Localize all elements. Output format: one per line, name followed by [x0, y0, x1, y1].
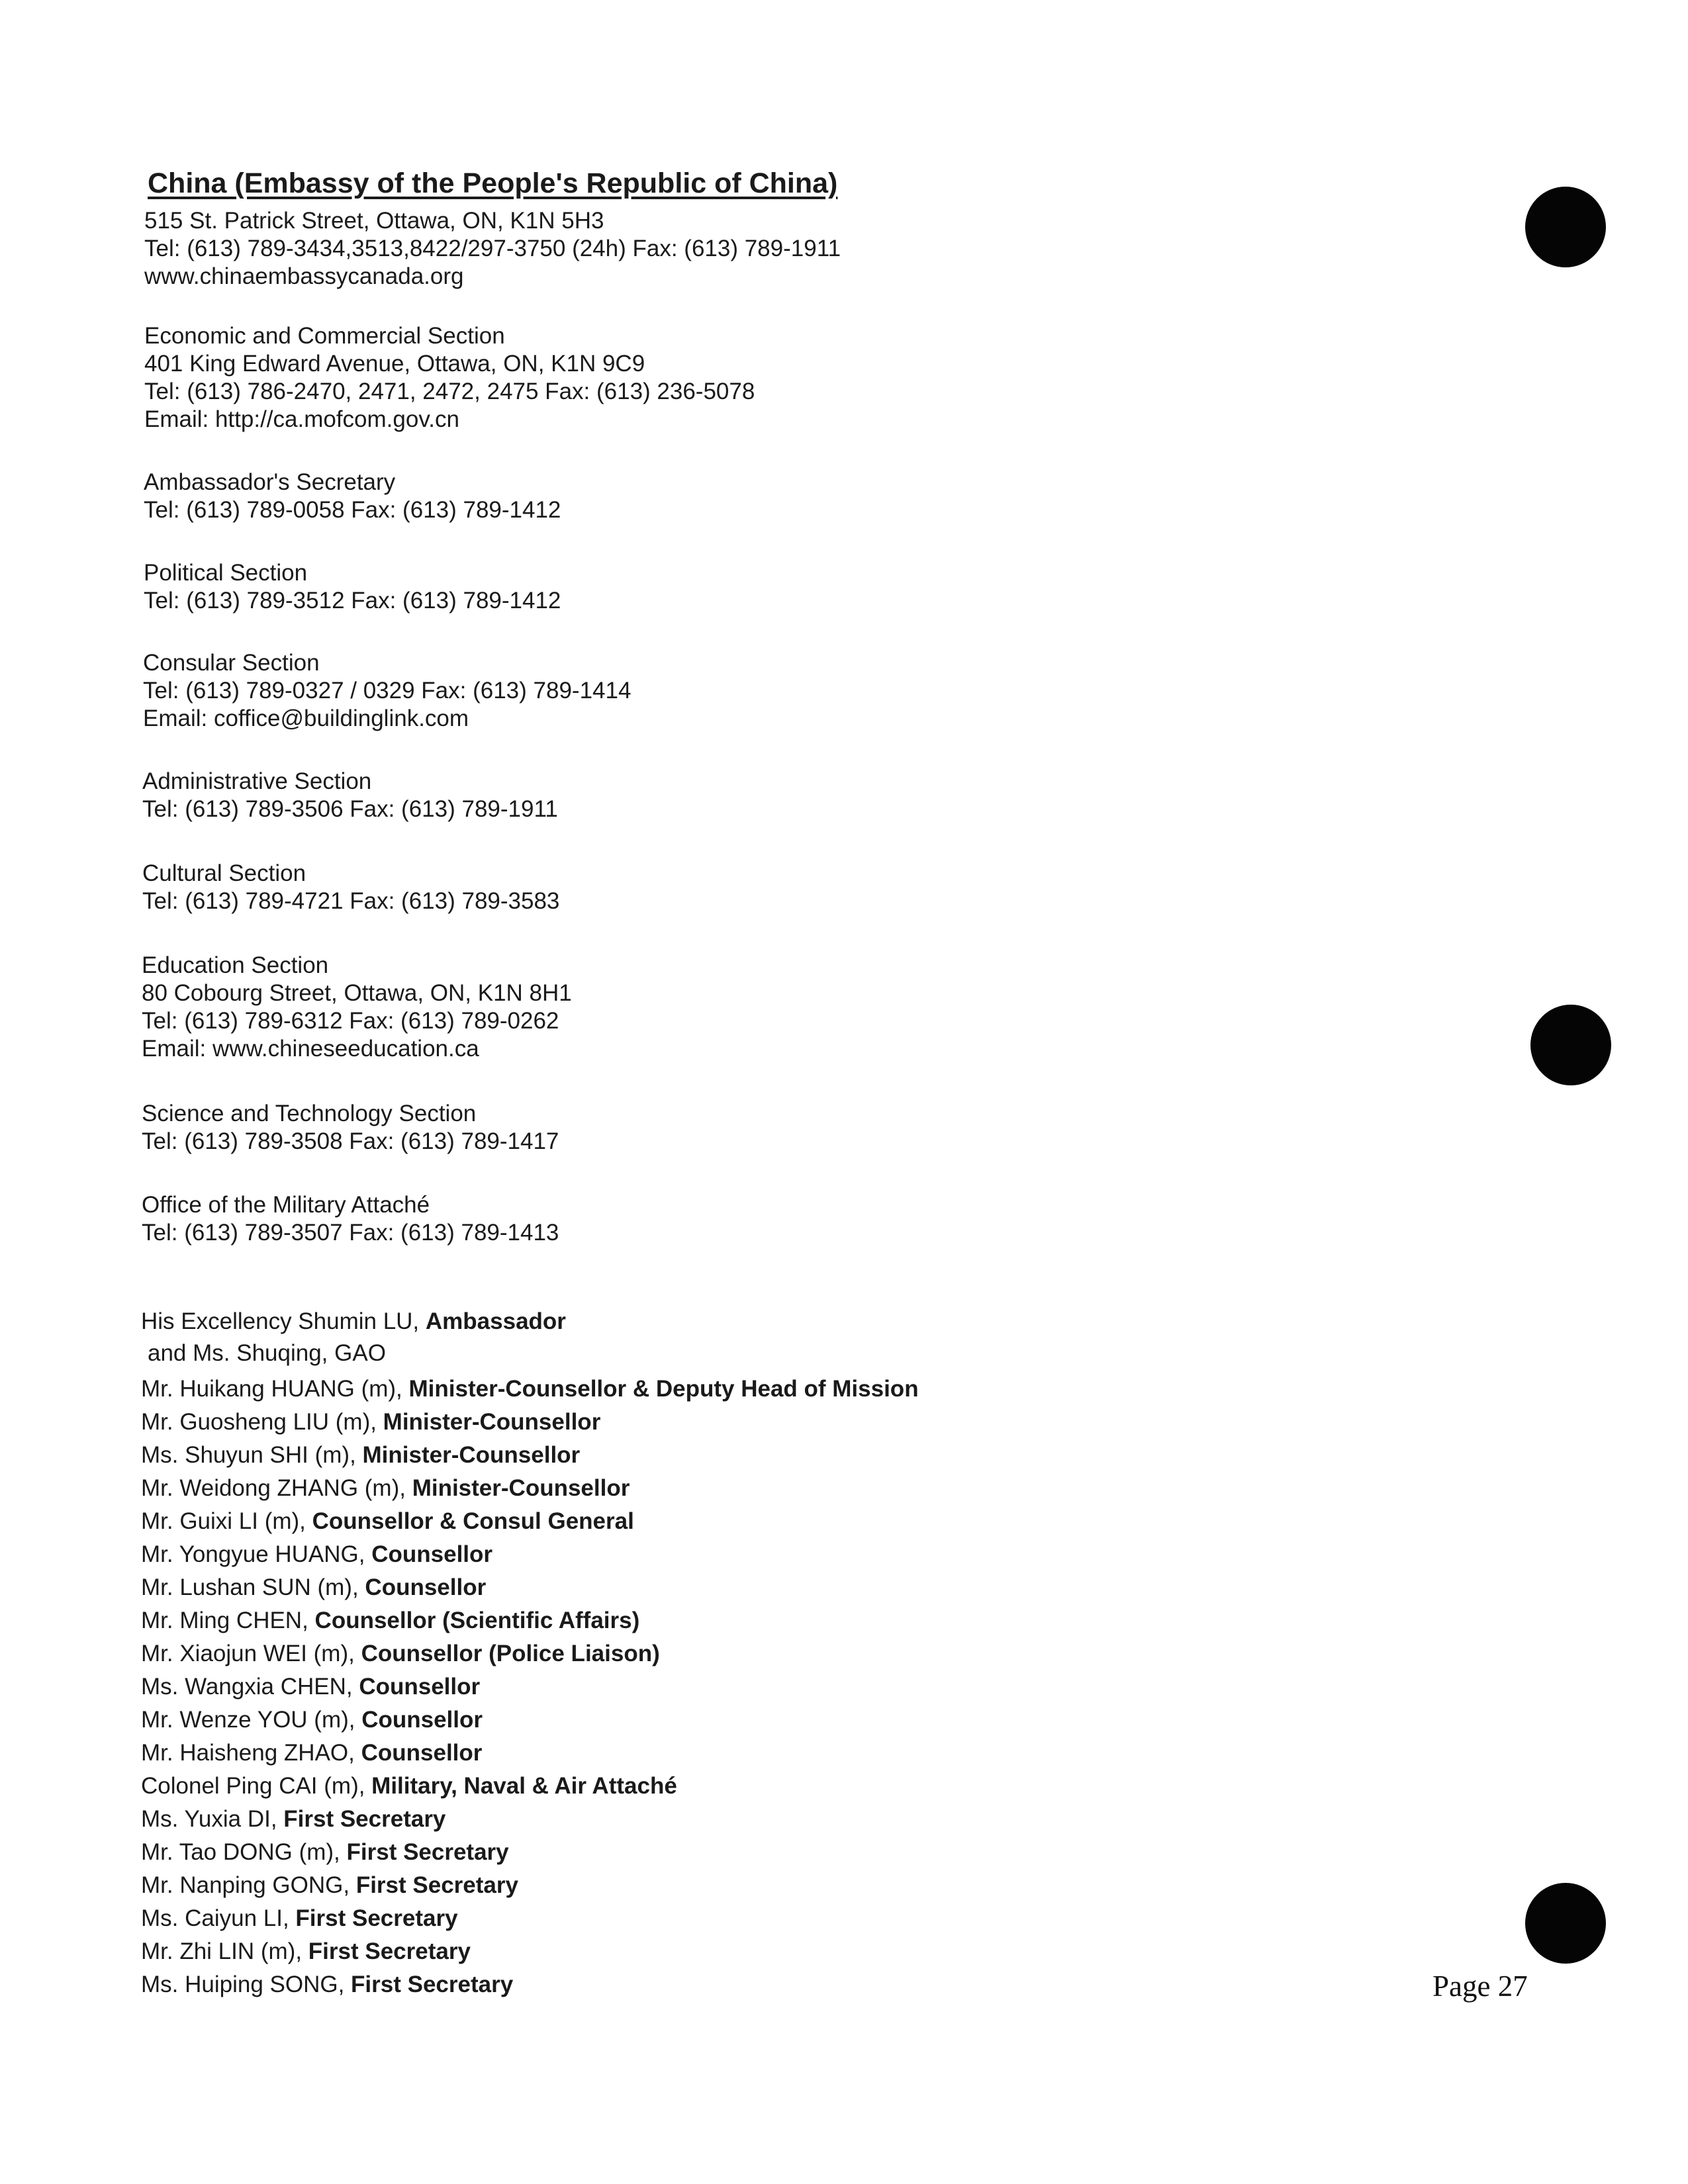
staff-name: Mr. Xiaojun WEI (m),	[141, 1641, 361, 1666]
punch-hole-top	[1525, 187, 1606, 267]
staff-title: First Secretary	[346, 1839, 509, 1865]
section-name: Ambassador's Secretary	[144, 469, 396, 495]
staff-title: Counsellor	[361, 1740, 483, 1766]
staff-entry	[141, 1968, 919, 2001]
section-science-technology	[142, 1100, 559, 1156]
staff-entry	[141, 1505, 919, 1538]
staff-title: Minister-Counsellor	[362, 1442, 581, 1468]
staff-name: Mr. Weidong ZHANG (m),	[141, 1475, 412, 1501]
staff-name: Ms. Huiping SONG,	[141, 1972, 352, 1997]
staff-entry	[141, 1670, 919, 1704]
section-consular	[143, 649, 631, 733]
staff-entry	[141, 1770, 919, 1803]
staff-entry	[141, 1406, 919, 1439]
section-administrative	[142, 768, 558, 823]
staff-entry	[141, 1935, 919, 1968]
staff-title: Counsellor	[361, 1707, 483, 1733]
section-line: Email: www.chineseeducation.ca	[142, 1036, 479, 1062]
staff-title: Counsellor	[359, 1674, 481, 1700]
section-name: Administrative Section	[142, 768, 372, 794]
staff-entry	[141, 1836, 919, 1869]
section-line: 80 Cobourg Street, Ottawa, ON, K1N 8H1	[142, 980, 572, 1006]
section-line: Tel: (613) 789-0058 Fax: (613) 789-1412	[144, 497, 561, 523]
staff-entry	[141, 1737, 919, 1770]
section-name: Economic and Commercial Section	[144, 323, 505, 349]
staff-title: Counsellor (Police Liaison)	[361, 1641, 660, 1666]
staff-name: Mr. Wenze YOU (m),	[141, 1707, 362, 1733]
section-name: Cultural Section	[142, 860, 306, 886]
staff-entry	[141, 1604, 919, 1637]
staff-title: Counsellor	[365, 1574, 487, 1600]
staff-title: Counsellor	[371, 1541, 493, 1567]
page-number: Page 27	[1432, 1970, 1528, 2003]
staff-name: Mr. Lushan SUN (m),	[141, 1574, 365, 1600]
staff-title: First Secretary	[351, 1972, 514, 1997]
section-line: Tel: (613) 789-3512 Fax: (613) 789-1412	[144, 588, 561, 614]
section-ambassadors-secretary	[144, 469, 561, 524]
staff-entry	[141, 1338, 919, 1369]
staff-title: Counsellor (Scientific Affairs)	[314, 1608, 640, 1633]
staff-name: Ms. Yuxia DI,	[141, 1806, 284, 1832]
staff-entry	[141, 1373, 919, 1406]
section-line: Tel: (613) 786-2470, 2471, 2472, 2475 Fax: (613) 236-5078	[144, 379, 755, 404]
staff-name: Mr. Yongyue HUANG,	[141, 1541, 372, 1567]
staff-title: First Secretary	[308, 1938, 471, 1964]
page-title: China (Embassy of the People's Republic of China)	[148, 167, 838, 199]
punch-hole-bottom	[1525, 1883, 1606, 1964]
staff-entry	[141, 1571, 919, 1604]
staff-name: Mr. Ming CHEN,	[141, 1608, 315, 1633]
staff-name: Mr. Nanping GONG,	[141, 1872, 356, 1898]
embassy-website: www.chinaembassycanada.org	[144, 263, 464, 289]
section-name: Science and Technology Section	[142, 1101, 477, 1126]
staff-entry	[141, 1538, 919, 1571]
staff-name: Mr. Guosheng LIU (m),	[141, 1409, 383, 1435]
staff-title: First Secretary	[295, 1905, 458, 1931]
section-line: Tel: (613) 789-3508 Fax: (613) 789-1417	[142, 1128, 559, 1154]
section-name: Education Section	[142, 952, 329, 978]
section-line: Email: coffice@buildinglink.com	[143, 705, 469, 731]
section-line: Email: http://ca.mofcom.gov.cn	[144, 406, 459, 432]
section-education	[142, 952, 572, 1063]
staff-list	[141, 1305, 919, 2001]
embassy-tel-fax: Tel: (613) 789-3434,3513,8422/297-3750 (24h) Fax: (613) 789-1911	[144, 236, 841, 261]
staff-title: Ambassador	[425, 1308, 566, 1334]
section-line: Tel: (613) 789-3507 Fax: (613) 789-1413	[142, 1220, 559, 1246]
section-name: Political Section	[144, 560, 308, 586]
embassy-address: 515 St. Patrick Street, Ottawa, ON, K1N 5H3	[144, 208, 604, 234]
staff-name: Mr. Tao DONG (m),	[141, 1839, 347, 1865]
embassy-contact	[144, 207, 841, 291]
staff-name: and Ms. Shuqing, GAO	[148, 1340, 386, 1366]
staff-entry	[141, 1305, 919, 1338]
section-line: Tel: (613) 789-6312 Fax: (613) 789-0262	[142, 1008, 559, 1034]
staff-title: Counsellor & Consul General	[312, 1508, 634, 1534]
staff-entry	[141, 1637, 919, 1670]
staff-name: His Excellency Shumin LU,	[141, 1308, 426, 1334]
staff-entry	[141, 1869, 919, 1902]
staff-name: Mr. Huikang HUANG (m),	[141, 1376, 409, 1402]
staff-title: Minister-Counsellor	[412, 1475, 630, 1501]
section-cultural	[142, 860, 559, 915]
staff-name: Mr. Zhi LIN (m),	[141, 1938, 308, 1964]
section-line: 401 King Edward Avenue, Ottawa, ON, K1N 9C9	[144, 351, 645, 377]
staff-title: First Secretary	[355, 1872, 518, 1898]
staff-entry	[141, 1902, 919, 1935]
staff-name: Mr. Haisheng ZHAO,	[141, 1740, 361, 1766]
staff-entry	[141, 1704, 919, 1737]
section-political	[144, 559, 561, 615]
section-line: Tel: (613) 789-3506 Fax: (613) 789-1911	[142, 796, 558, 822]
section-name: Consular Section	[143, 650, 320, 676]
section-name: Office of the Military Attaché	[142, 1192, 430, 1218]
staff-title: First Secretary	[283, 1806, 446, 1832]
section-line: Tel: (613) 789-0327 / 0329 Fax: (613) 789-1414	[143, 678, 632, 704]
section-line: Tel: (613) 789-4721 Fax: (613) 789-3583	[142, 888, 560, 914]
staff-name: Ms. Shuyun SHI (m),	[141, 1442, 363, 1468]
staff-name: Ms. Wangxia CHEN,	[141, 1674, 359, 1700]
punch-hole-middle	[1530, 1005, 1611, 1085]
section-economic-commercial	[144, 322, 755, 433]
staff-entry	[141, 1472, 919, 1505]
staff-title: Military, Naval & Air Attaché	[371, 1773, 677, 1799]
staff-title: Minister-Counsellor	[383, 1409, 601, 1435]
staff-entry	[141, 1439, 919, 1472]
staff-name: Ms. Caiyun LI,	[141, 1905, 296, 1931]
staff-name: Colonel Ping CAI (m),	[141, 1773, 372, 1799]
staff-name: Mr. Guixi LI (m),	[141, 1508, 312, 1534]
section-military-attache	[142, 1191, 559, 1247]
staff-entry	[141, 1803, 919, 1836]
staff-title: Minister-Counsellor & Deputy Head of Mission	[408, 1376, 919, 1402]
